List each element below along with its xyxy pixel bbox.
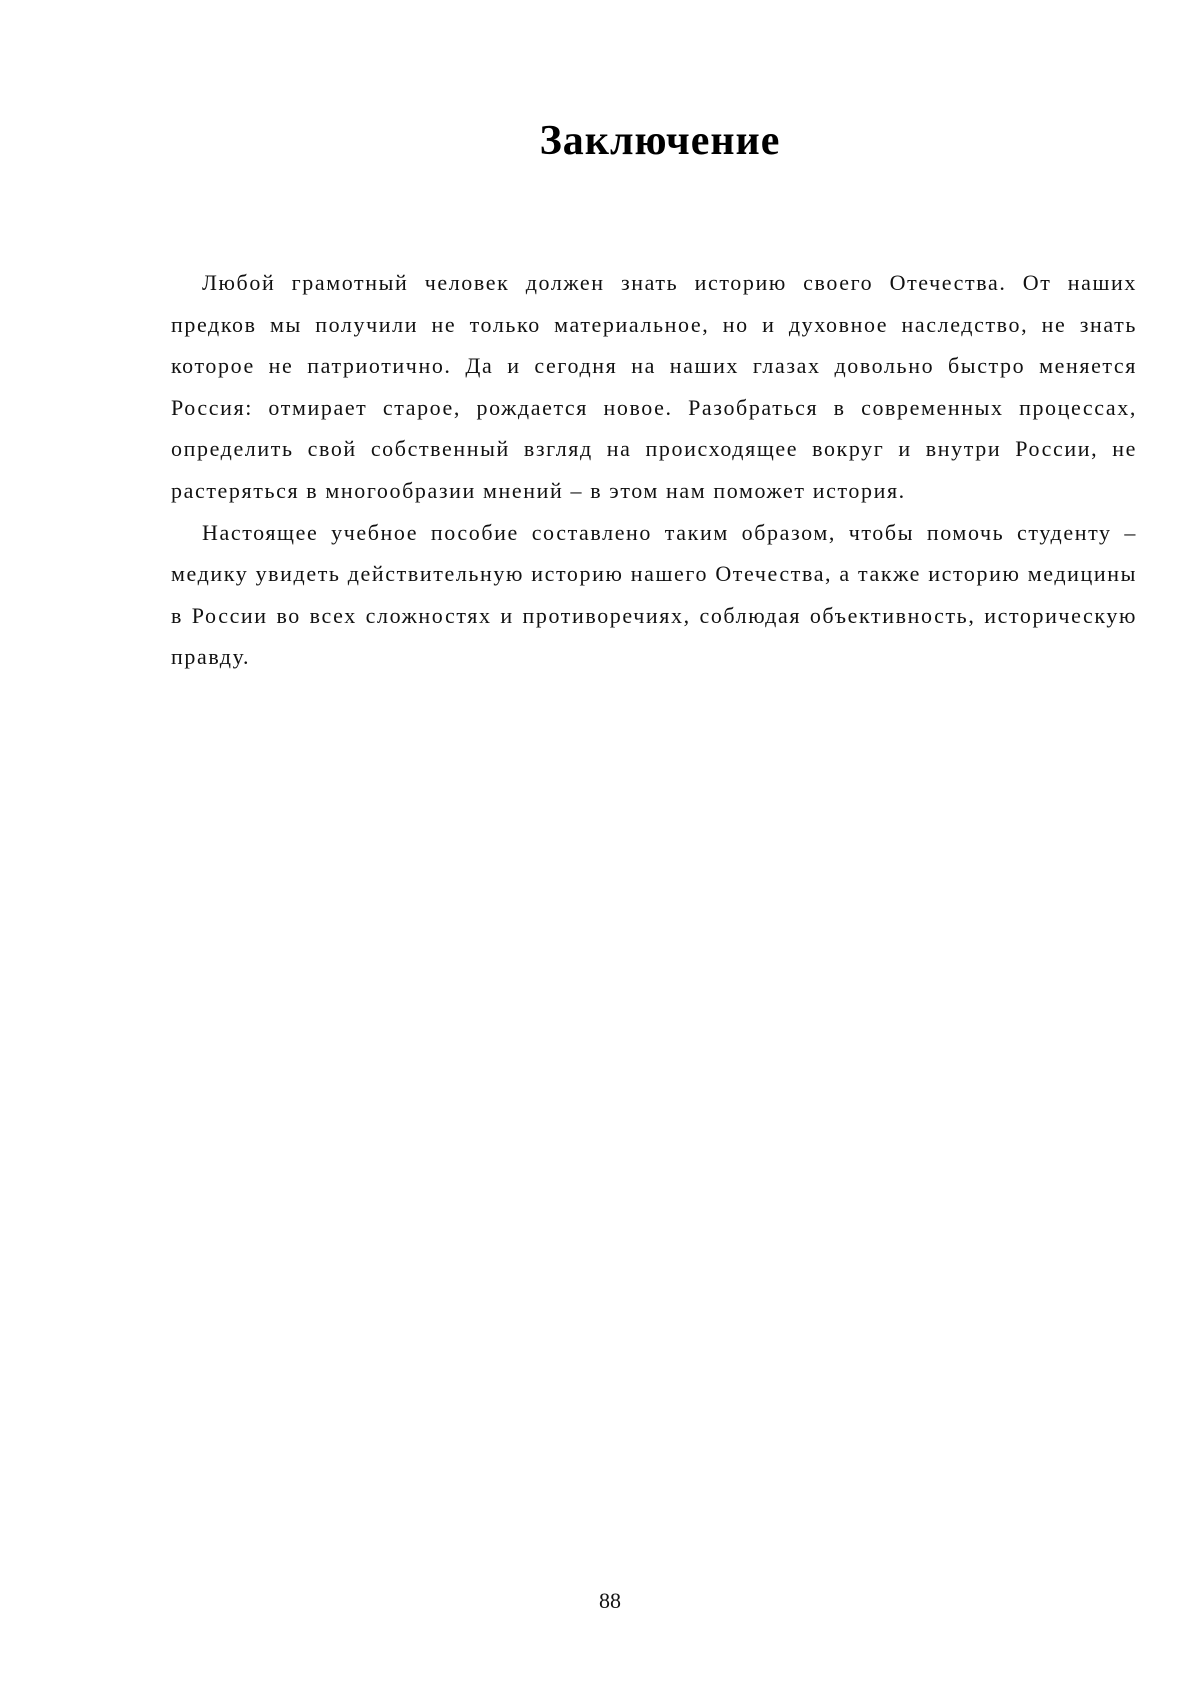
paragraph-2: Настоящее учебное пособие составлено таким образом, чтобы помочь студенту – медику увидеть действительную историю нашего Отечества, а также историю медицины в России во всех сложностях и противоречиях, соблюдая объективность, историческую правду.	[171, 519, 1137, 670]
paragraph-1: Любой грамотный человек должен знать историю своего Отечества. От наших предков мы получили не только материальное, но и духовное наследство, не знать которое не патриотично. Да и сегодня на наших глазах довольно быстро меняется Россия: отмирает старое, рождается новое. Разобраться в современных процессах, определить свой собственный взгляд на происходящее вокруг и внутри России, не растеряться в многообразии мнений – в этом нам поможет история.	[171, 270, 1137, 503]
body-text	[171, 262, 1137, 678]
page-number: 88	[599, 1588, 621, 1613]
page-title: Заключение	[539, 118, 781, 164]
